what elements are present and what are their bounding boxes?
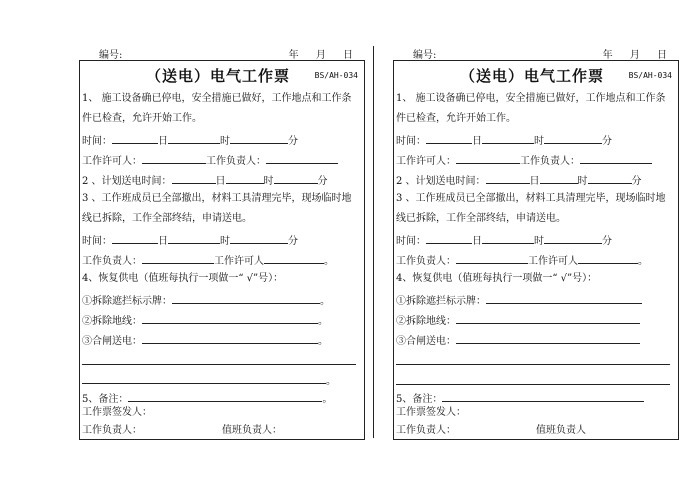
restore-item-2-field[interactable] (456, 313, 640, 324)
sign-permitter-field[interactable] (578, 253, 638, 264)
ticket-form (393, 60, 679, 440)
restore-item-2: ②拆除地线： 。 (82, 313, 360, 328)
work-ticket-right (393, 40, 679, 440)
ticket-form (79, 60, 365, 440)
plan-day-field[interactable] (540, 173, 578, 184)
blank-line-2[interactable] (82, 373, 326, 384)
sign-permitter-field[interactable] (264, 253, 324, 264)
plan-hour-field[interactable] (274, 173, 318, 184)
restore-item-1: ①拆除遮拦标示牌： (396, 293, 674, 308)
permitter-field[interactable] (456, 153, 520, 164)
work-ticket-left (79, 40, 365, 440)
end-month-field[interactable] (112, 233, 158, 244)
ticket-code: BS/AH-034 (628, 71, 672, 80)
number-label: 编号: (413, 50, 437, 61)
issuer-label: 工作票签发人： (82, 407, 152, 418)
final-sign-row: 工作负责人： 值班负责人 (396, 425, 586, 436)
issuer-label: 工作票签发人： (396, 407, 466, 418)
restore-item-1-field[interactable] (486, 293, 642, 304)
start-time-row: 时间： 日 时 分 (82, 133, 360, 148)
end-day-field[interactable] (168, 233, 220, 244)
permit-row: 工作许可人： 工作负责人： (82, 153, 360, 168)
day-field[interactable] (482, 133, 534, 144)
date-label: 年 月 日 (602, 50, 667, 61)
restore-item-2-field[interactable] (142, 313, 318, 324)
center-fold-line (373, 46, 374, 438)
planned-time-row: 2 、计划送电时间： 日 时 分 (396, 173, 674, 188)
section4-title: 4、恢复供电（值班每执行一项做一“ √”号）： (82, 273, 284, 284)
remark-field[interactable] (442, 391, 644, 402)
section1-line1: 1、 施工设备确已停电，安全措施已做好，工作地点和工作条 (396, 93, 666, 104)
section1-line1: 1、 施工设备确已停电，安全措施已做好，工作地点和工作条 (82, 93, 352, 104)
sign-row: 工作负责人： 工作许可人 。 (82, 253, 360, 268)
end-month-field[interactable] (426, 233, 472, 244)
restore-item-2: ②拆除地线： (396, 313, 674, 328)
restore-item-3: ③合闸送电： 。 (82, 333, 360, 348)
plan-month-field[interactable] (486, 173, 530, 184)
plan-month-field[interactable] (172, 173, 216, 184)
restore-item-3: ③合闸送电： (396, 333, 674, 348)
restore-item-3-field[interactable] (456, 333, 640, 344)
number-label: 编号: (99, 50, 123, 61)
blank-line-1[interactable] (396, 363, 670, 365)
blank-line-1[interactable] (82, 363, 356, 365)
section3-line1: 3 、工作班成员已全部撤出，材料工具清理完毕，现场临时地 (82, 193, 352, 204)
month-field[interactable] (426, 133, 472, 144)
permitter-field[interactable] (142, 153, 206, 164)
ticket-header (393, 46, 679, 60)
leader-field[interactable] (266, 153, 338, 164)
month-field[interactable] (112, 133, 158, 144)
blank-line-2-row: 。 (82, 373, 360, 388)
remark-row: 5、备注： 。 (82, 391, 360, 406)
day-field[interactable] (168, 133, 220, 144)
remark-field[interactable] (128, 391, 322, 402)
ticket-title: （送电）电气工作票 (460, 67, 605, 85)
remark-row: 5、备注： (396, 391, 674, 406)
section3-line2: 线已拆除，工作全部终结，申请送电。 (82, 213, 252, 224)
section3-line2: 线已拆除，工作全部终结，申请送电。 (396, 213, 566, 224)
plan-hour-field[interactable] (588, 173, 632, 184)
section3-line1: 3 、工作班成员已全部撤出，材料工具清理完毕，现场临时地 (396, 193, 666, 204)
date-label: 年 月 日 (288, 50, 353, 61)
sign-leader-field[interactable] (142, 253, 214, 264)
section1-line2: 件已检查，允许开始工作。 (82, 113, 202, 124)
ticket-header (79, 46, 365, 60)
end-time-row: 时间： 日 时 分 (82, 233, 360, 248)
final-sign-row: 工作负责人： 值班负责人： (82, 425, 282, 436)
sign-row: 工作负责人： 工作许可人 。 (396, 253, 674, 268)
end-time-row: 时间： 日 时 分 (396, 233, 674, 248)
restore-item-1: ①拆除遮拦标示牌： 。 (82, 293, 360, 308)
permit-row: 工作许可人： 工作负责人： (396, 153, 674, 168)
start-time-row: 时间： 日 时 分 (396, 133, 674, 148)
plan-day-field[interactable] (226, 173, 264, 184)
section1-line2: 件已检查，允许开始工作。 (396, 113, 516, 124)
end-hour-field[interactable] (544, 233, 602, 244)
planned-time-row: 2 、计划送电时间： 日 时 分 (82, 173, 360, 188)
leader-field[interactable] (580, 153, 652, 164)
ticket-title: （送电）电气工作票 (146, 67, 291, 85)
section4-title: 4、恢复供电（值班每执行一项做一“ √”号）： (396, 273, 598, 284)
hour-field[interactable] (230, 133, 288, 144)
end-day-field[interactable] (482, 233, 534, 244)
hour-field[interactable] (544, 133, 602, 144)
blank-line-2[interactable] (396, 383, 670, 385)
restore-item-1-field[interactable] (172, 293, 320, 304)
end-hour-field[interactable] (230, 233, 288, 244)
restore-item-3-field[interactable] (142, 333, 318, 344)
ticket-code: BS/AH-034 (314, 71, 358, 80)
sign-leader-field[interactable] (456, 253, 528, 264)
